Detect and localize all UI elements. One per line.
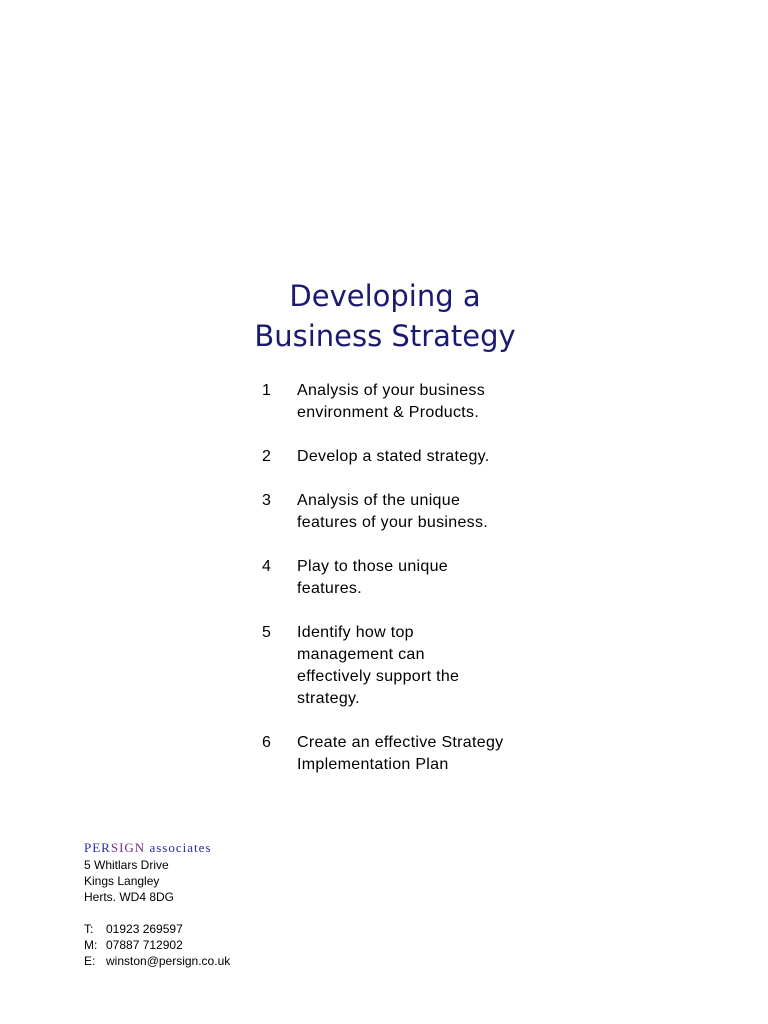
list-item [262,380,582,424]
item-text-line: Identify how top [297,624,414,641]
item-number: 1 [262,382,272,399]
brand-part-per: PER [84,840,111,855]
contact-value: 07887 712902 [106,938,183,952]
item-text-line: Create an effective Strategy [297,734,504,751]
company-logo-text [84,840,230,856]
item-text-line: Analysis of the unique [297,492,461,509]
contact-value: 01923 269597 [106,922,183,936]
contact-label: T: [84,922,94,936]
item-text-line: Play to those unique [297,558,448,575]
item-number: 2 [262,448,272,465]
contact-phone [84,921,230,937]
contact-value: winston@persign.co.uk [106,954,231,968]
contact-label: E: [84,954,96,968]
title-line-2: Business Strategy [254,319,516,353]
title-line-1: Developing a [289,279,481,313]
item-text-line: Analysis of your business [297,382,486,399]
list-item [262,732,582,776]
item-text-line: management can [297,646,425,663]
item-text-line: Implementation Plan [297,756,449,773]
list-item [262,622,582,710]
item-text-line: effectively support the [297,668,460,685]
item-text-line: features. [297,580,362,597]
strategy-steps-list [262,380,582,798]
item-text-line: strategy. [297,690,360,707]
list-item [262,556,582,600]
item-text-line: features of your business. [297,514,489,531]
address-line: 5 Whitlars Drive [84,858,169,872]
item-text-line: Develop a stated strategy. [297,448,490,465]
contact-mobile [84,937,230,953]
document-title [0,276,768,356]
address-line: Kings Langley [84,874,160,888]
item-number: 3 [262,492,272,509]
company-footer [84,840,230,969]
address-line: Herts. WD4 8DG [84,890,175,904]
list-item [262,446,582,468]
item-number: 5 [262,624,272,641]
contact-label: M: [84,938,98,952]
item-number: 4 [262,558,272,575]
item-text-line: environment & Products. [297,404,480,421]
brand-part-sign: SIGN [110,840,146,855]
list-item [262,490,582,534]
contact-email [84,953,230,969]
brand-part-associates: associates [145,840,212,855]
item-number: 6 [262,734,272,751]
